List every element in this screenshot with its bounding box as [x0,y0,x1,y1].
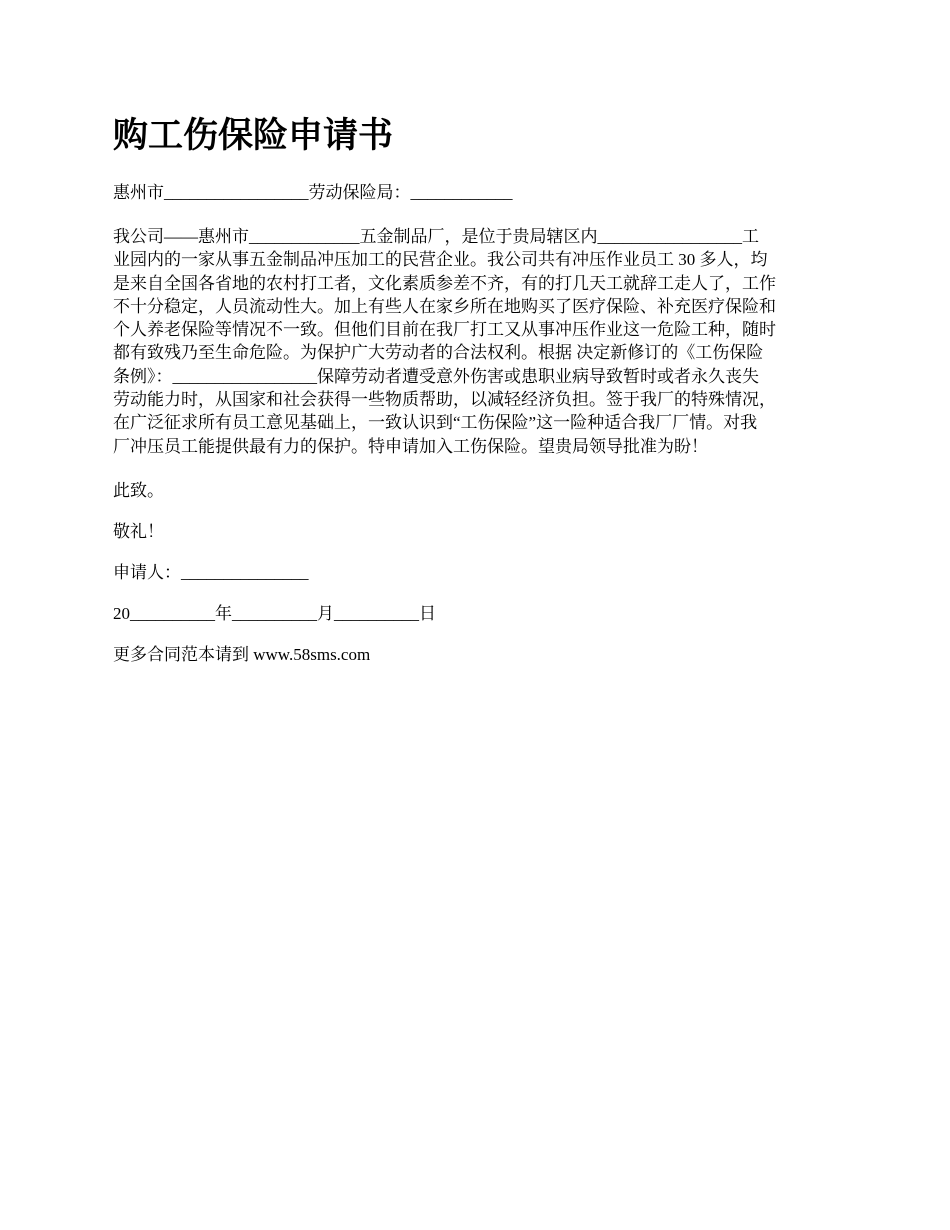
body-line: 劳动能力时，从国家和社会获得一些物质帮助，以减轻经济负担。签于我厂的特殊情况， [113,390,776,410]
applicant-line: 申请人：_______________ [113,562,309,582]
body-line: 是来自全国各省地的农村打工者，文化素质参差不齐，有的打几天工就辞工走人了，工作 [113,273,776,293]
closing-line: 此致。 [113,480,164,500]
body-line: 在广泛征求所有员工意见基础上，一致认识到“工伤保险”这一险种适合我厂厂情。对我 [113,413,758,433]
document-title: 购工伤保险申请书 [113,116,394,156]
body-line: 我公司——惠州市_____________五金制品厂，是位于贵局辖区内_________________工 [113,227,759,246]
body-paragraph [113,225,840,458]
body-line: 业园内的一家从事五金制品冲压加工的民营企业。我公司共有冲压作业员工 30 多人，均 [113,250,768,270]
body-line: 都有致残乃至生命危险。为保护广大劳动者的合法权利。根据 决定新修订的《工伤保险 [113,343,764,363]
date-line: 20__________年__________月__________日 [113,603,436,623]
document-page [113,112,840,665]
body-line: 不十分稳定，人员流动性大。加上有些人在家乡所在地购买了医疗保险、补充医疗保险和 [113,296,776,316]
body-line: 个人养老保险等情况不一致。但他们目前在我厂打工又从事冲压作业这一危险工种，随时 [113,320,776,340]
footer-link-text: 更多合同范本请到 www.58sms.com [113,644,371,664]
body-line: 厂冲压员工能提供最有力的保护。特申请加入工伤保险。望贵局领导批准为盼！ [113,436,708,456]
body-line: 条例》：_________________保障劳动者遭受意外伤害或患职业病导致暂时或者永久丧失 [113,366,759,386]
salutation-line: 敬礼！ [113,521,164,541]
addressee-line: 惠州市_________________劳动保险局：____________ [113,183,513,202]
